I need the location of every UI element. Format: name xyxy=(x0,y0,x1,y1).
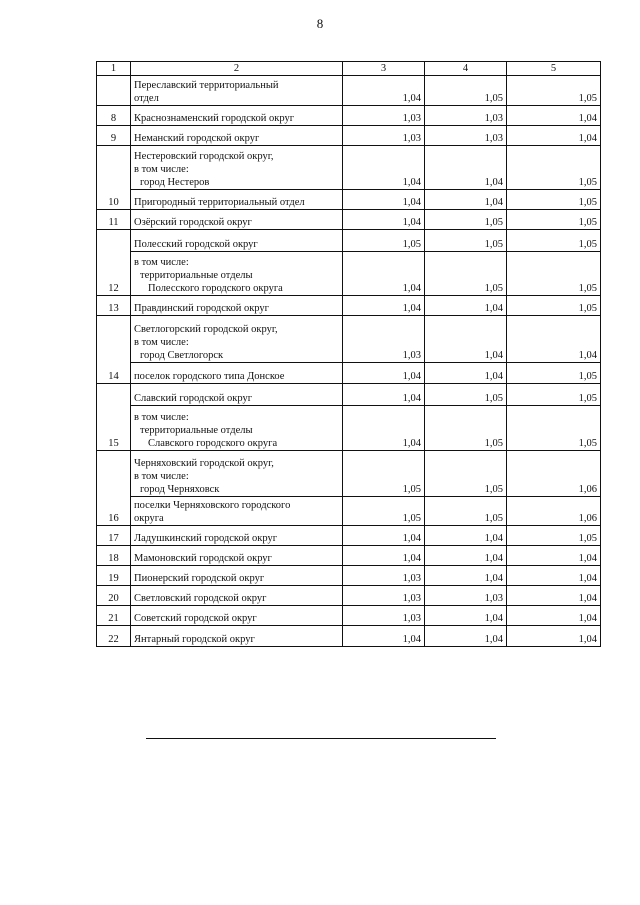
row-name: Янтарный городской округ xyxy=(131,626,343,647)
value-col5: 1,05 xyxy=(507,210,601,230)
table-row xyxy=(97,626,601,647)
value-col3: 1,04 xyxy=(343,546,425,566)
value-col4: 1,04 xyxy=(425,146,507,190)
value-col4: 1,04 xyxy=(425,190,507,210)
table-row xyxy=(97,146,601,190)
value-col5: 1,05 xyxy=(507,146,601,190)
value-col3: 1,04 xyxy=(343,252,425,296)
value-col4: 1,04 xyxy=(425,626,507,647)
value-col5: 1,06 xyxy=(507,451,601,497)
value-col4: 1,03 xyxy=(425,126,507,146)
value-col5: 1,05 xyxy=(507,384,601,406)
row-number: 20 xyxy=(97,586,131,606)
value-col5: 1,04 xyxy=(507,626,601,647)
row-number: 16 xyxy=(97,451,131,526)
value-col3: 1,04 xyxy=(343,296,425,316)
value-col5: 1,05 xyxy=(507,252,601,296)
row-name: в том числе: территориальные отделы Славского городского округа xyxy=(131,406,343,451)
value-col4: 1,05 xyxy=(425,451,507,497)
row-number: 9 xyxy=(97,126,131,146)
value-col4: 1,04 xyxy=(425,316,507,363)
value-col4: 1,05 xyxy=(425,230,507,252)
table-row xyxy=(97,210,601,230)
header-cell-3: 3 xyxy=(343,62,425,76)
value-col4: 1,04 xyxy=(425,546,507,566)
row-number: 18 xyxy=(97,546,131,566)
value-col4: 1,05 xyxy=(425,76,507,106)
row-name: Светловский городской округ xyxy=(131,586,343,606)
value-col5: 1,05 xyxy=(507,190,601,210)
row-number: 13 xyxy=(97,296,131,316)
value-col3: 1,04 xyxy=(343,190,425,210)
row-number: 11 xyxy=(97,210,131,230)
table-row xyxy=(97,566,601,586)
row-name: Переславский территориальный отдел xyxy=(131,76,343,106)
value-col3: 1,04 xyxy=(343,146,425,190)
table-row xyxy=(97,126,601,146)
row-name: Черняховский городской округ, в том числе: город Черняховск xyxy=(131,451,343,497)
table-row xyxy=(97,546,601,566)
table-row xyxy=(97,296,601,316)
row-name: Неманский городской округ xyxy=(131,126,343,146)
table-row xyxy=(97,363,601,384)
row-name: Славский городской округ xyxy=(131,384,343,406)
value-col4: 1,05 xyxy=(425,384,507,406)
table-row xyxy=(97,252,601,296)
value-col5: 1,04 xyxy=(507,586,601,606)
row-name: Светлогорский городской округ, в том числе: город Светлогорск xyxy=(131,316,343,363)
value-col3: 1,03 xyxy=(343,126,425,146)
row-number: 12 xyxy=(97,230,131,296)
value-col3: 1,03 xyxy=(343,106,425,126)
row-number: 22 xyxy=(97,626,131,647)
row-name: Пригородный территориальный отдел xyxy=(131,190,343,210)
row-name: Нестеровский городской округ, в том числе: город Нестеров xyxy=(131,146,343,190)
page-number: 8 xyxy=(316,16,324,31)
row-number: 17 xyxy=(97,526,131,546)
row-name: Правдинский городской округ xyxy=(131,296,343,316)
value-col4: 1,04 xyxy=(425,526,507,546)
value-col3: 1,04 xyxy=(343,76,425,106)
value-col5: 1,05 xyxy=(507,526,601,546)
value-col5: 1,05 xyxy=(507,230,601,252)
row-name: в том числе: территориальные отделы Полесского городского округа xyxy=(131,252,343,296)
value-col3: 1,04 xyxy=(343,384,425,406)
value-col4: 1,04 xyxy=(425,363,507,384)
row-name: Пионерский городской округ xyxy=(131,566,343,586)
row-name: Советский городской округ xyxy=(131,606,343,626)
value-col3: 1,05 xyxy=(343,451,425,497)
value-col4: 1,03 xyxy=(425,586,507,606)
row-number: 8 xyxy=(97,106,131,126)
table-row xyxy=(97,316,601,363)
row-number: 14 xyxy=(97,316,131,384)
value-col4: 1,04 xyxy=(425,606,507,626)
value-col4: 1,04 xyxy=(425,296,507,316)
table-row xyxy=(97,606,601,626)
row-name: Озёрский городской округ xyxy=(131,210,343,230)
row-name: поселок городского типа Донское xyxy=(131,363,343,384)
value-col5: 1,05 xyxy=(507,406,601,451)
row-number xyxy=(97,76,131,106)
value-col5: 1,04 xyxy=(507,566,601,586)
value-col4: 1,05 xyxy=(425,497,507,526)
row-name: поселки Черняховского городского округа xyxy=(131,497,343,526)
row-name: Мамоновский городской округ xyxy=(131,546,343,566)
table-row xyxy=(97,526,601,546)
value-col3: 1,04 xyxy=(343,406,425,451)
row-number: 21 xyxy=(97,606,131,626)
table-row xyxy=(97,586,601,606)
value-col5: 1,05 xyxy=(507,76,601,106)
value-col3: 1,04 xyxy=(343,210,425,230)
table-row xyxy=(97,106,601,126)
value-col5: 1,04 xyxy=(507,106,601,126)
footer-divider xyxy=(146,738,496,739)
table-row xyxy=(97,384,601,406)
header-cell-1: 1 xyxy=(97,62,131,76)
value-col3: 1,03 xyxy=(343,566,425,586)
header-cell-4: 4 xyxy=(425,62,507,76)
value-col3: 1,04 xyxy=(343,363,425,384)
value-col5: 1,06 xyxy=(507,497,601,526)
header-cell-2: 2 xyxy=(131,62,343,76)
value-col4: 1,04 xyxy=(425,566,507,586)
table-header-row xyxy=(97,62,601,76)
table-row xyxy=(97,76,601,106)
header-cell-5: 5 xyxy=(507,62,601,76)
value-col3: 1,04 xyxy=(343,626,425,647)
value-col4: 1,05 xyxy=(425,252,507,296)
row-name: Ладушкинский городской округ xyxy=(131,526,343,546)
value-col5: 1,04 xyxy=(507,316,601,363)
value-col5: 1,05 xyxy=(507,363,601,384)
table-row xyxy=(97,230,601,252)
value-col3: 1,05 xyxy=(343,497,425,526)
value-col5: 1,05 xyxy=(507,296,601,316)
value-col3: 1,03 xyxy=(343,316,425,363)
value-col4: 1,03 xyxy=(425,106,507,126)
value-col4: 1,05 xyxy=(425,210,507,230)
row-number: 15 xyxy=(97,384,131,451)
value-col3: 1,04 xyxy=(343,526,425,546)
row-name: Полесский городской округ xyxy=(131,230,343,252)
value-col5: 1,04 xyxy=(507,126,601,146)
value-col3: 1,03 xyxy=(343,586,425,606)
row-number: 10 xyxy=(97,146,131,210)
value-col4: 1,05 xyxy=(425,406,507,451)
table-row xyxy=(97,406,601,451)
value-col5: 1,04 xyxy=(507,546,601,566)
table-row xyxy=(97,497,601,526)
row-number: 19 xyxy=(97,566,131,586)
table-row xyxy=(97,451,601,497)
table-row xyxy=(97,190,601,210)
value-col3: 1,03 xyxy=(343,606,425,626)
value-col5: 1,04 xyxy=(507,606,601,626)
value-col3: 1,05 xyxy=(343,230,425,252)
row-name: Краснознаменский городской округ xyxy=(131,106,343,126)
coefficients-table xyxy=(96,61,601,647)
